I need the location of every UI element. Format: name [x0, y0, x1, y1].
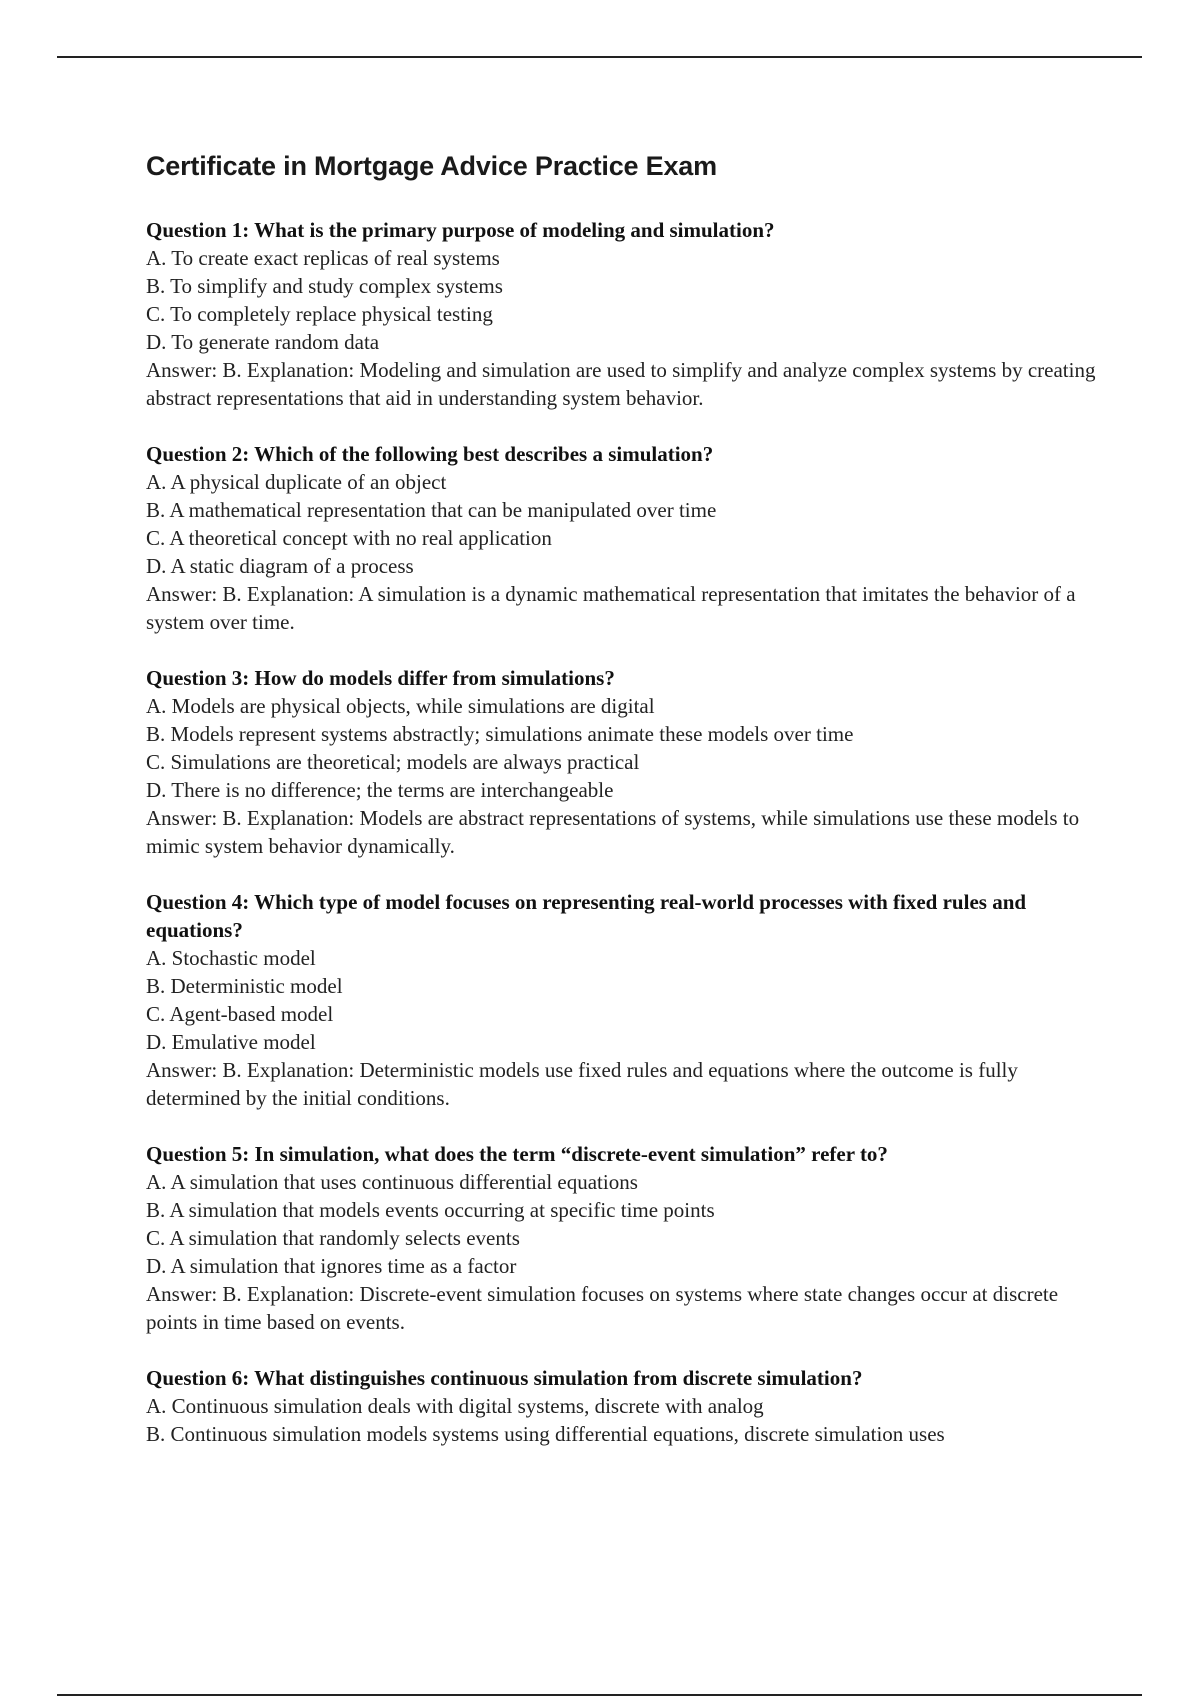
answer-explanation: Answer: B. Explanation: A simulation is a dynamic mathematical representation that imitates the behavior of a system over time. — [146, 582, 1076, 634]
question-3 — [146, 664, 1106, 860]
option-d: D. There is no difference; the terms are interchangeable — [146, 778, 614, 802]
option-a: A. Models are physical objects, while simulations are digital — [146, 694, 655, 718]
option-a: A. To create exact replicas of real systems — [146, 246, 500, 270]
option-d: D. To generate random data — [146, 330, 380, 354]
option-b: B. To simplify and study complex systems — [146, 274, 503, 298]
option-b: B. A mathematical representation that can be manipulated over time — [146, 498, 717, 522]
document-title: Certificate in Mortgage Advice Practice Exam — [146, 151, 717, 181]
question-text: Question 2: Which of the following best describes a simulation? — [146, 442, 714, 466]
option-a: A. A physical duplicate of an object — [146, 470, 447, 494]
option-b: B. Continuous simulation models systems using differential equations, discrete simulation uses — [146, 1422, 945, 1446]
document-body — [146, 146, 1106, 1476]
option-c: C. A simulation that randomly selects events — [146, 1226, 520, 1250]
option-c: C. A theoretical concept with no real application — [146, 526, 552, 550]
question-text: Question 1: What is the primary purpose of modeling and simulation? — [146, 218, 775, 242]
answer-explanation: Answer: B. Explanation: Modeling and simulation are used to simplify and analyze complex systems by creating abstract representations that aid in understanding system behavior. — [146, 358, 1096, 410]
option-b: B. Models represent systems abstractly; simulations animate these models over time — [146, 722, 854, 746]
option-d: D. Emulative model — [146, 1030, 316, 1054]
answer-explanation: Answer: B. Explanation: Discrete-event simulation focuses on systems where state changes occur at discrete points in time based on events. — [146, 1282, 1059, 1334]
question-text: Question 3: How do models differ from simulations? — [146, 666, 615, 690]
answer-explanation: Answer: B. Explanation: Deterministic models use fixed rules and equations where the outcome is fully determined by the initial conditions. — [146, 1058, 1018, 1110]
option-c: C. Simulations are theoretical; models are always practical — [146, 750, 640, 774]
question-1 — [146, 216, 1106, 412]
option-d: D. A simulation that ignores time as a factor — [146, 1254, 517, 1278]
option-a: A. Stochastic model — [146, 946, 316, 970]
bottom-rule — [57, 1694, 1142, 1696]
question-text: Question 5: In simulation, what does the term “discrete-event simulation” refer to? — [146, 1142, 888, 1166]
option-d: D. A static diagram of a process — [146, 554, 414, 578]
option-b: B. Deterministic model — [146, 974, 343, 998]
option-a: A. Continuous simulation deals with digital systems, discrete with analog — [146, 1394, 764, 1418]
question-text: Question 6: What distinguishes continuous simulation from discrete simulation? — [146, 1366, 863, 1390]
question-2 — [146, 440, 1106, 636]
question-4 — [146, 888, 1106, 1112]
answer-explanation: Answer: B. Explanation: Models are abstract representations of systems, while simulations use these models to mimic system behavior dynamically. — [146, 806, 1080, 858]
option-c: C. Agent-based model — [146, 1002, 334, 1026]
option-a: A. A simulation that uses continuous differential equations — [146, 1170, 638, 1194]
option-c: C. To completely replace physical testing — [146, 302, 493, 326]
option-b: B. A simulation that models events occurring at specific time points — [146, 1198, 715, 1222]
question-5 — [146, 1140, 1106, 1336]
top-rule — [57, 56, 1142, 58]
question-6 — [146, 1364, 1106, 1448]
question-text: Question 4: Which type of model focuses on representing real-world processes with fixed rules and equations? — [146, 890, 1027, 942]
